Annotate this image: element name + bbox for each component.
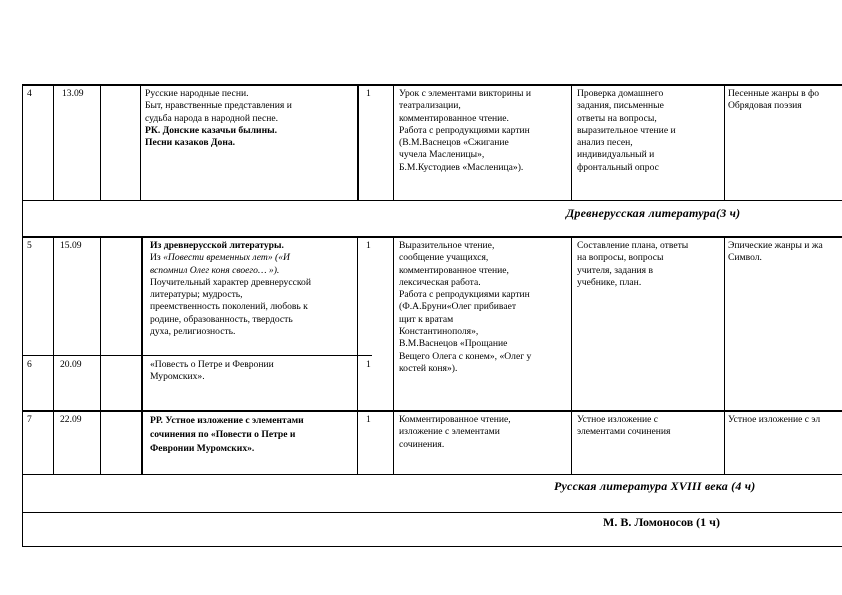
row-number: 6	[27, 359, 32, 370]
col-divider	[571, 236, 572, 474]
lesson-activities: Выразительное чтение, сообщение учащихся, комментированное чтение, лексическая работа. Работа с репродукциями картин (Ф.А.Бруни«Олег прибивает щит к вратам Константинополя», В.М.Васнецов «Прощание Вещего Олега с конем», «Олег у костей коня»).	[399, 240, 532, 374]
col-divider	[357, 84, 359, 200]
lesson-date: 13.09	[62, 88, 84, 99]
row-divider	[22, 236, 842, 238]
col-divider	[100, 84, 101, 200]
col-divider	[724, 236, 725, 474]
col-divider	[53, 84, 54, 200]
lesson-topic: РР. Устное изложение с элементами сочинения по «Повести о Петре и Февронии Муромских».	[150, 415, 304, 454]
col-divider	[140, 84, 141, 200]
section-subheading: М. В. Ломоносов (1 ч)	[603, 515, 720, 529]
row-number: 5	[27, 240, 32, 251]
col-divider	[53, 236, 54, 474]
col-divider	[100, 236, 101, 474]
lesson-activities: Комментированное чтение, изложение с элементами сочинения.	[399, 414, 511, 450]
table-top-border	[22, 84, 842, 86]
lesson-date: 15.09	[60, 240, 82, 251]
lesson-hours: 1	[366, 414, 371, 425]
table-left-border	[22, 84, 23, 546]
lesson-topic: Из древнерусской литературы. Из «Повести временных лет» («И вспомнил Олег коня своего… »). Поучительный характер древнерусской литературы; мудрость, преемственность поколений, любовь к родине, образованность, твердость духа, религиозность.	[150, 240, 311, 338]
section-heading: Русская литература XVIII века (4 ч)	[554, 479, 756, 493]
lesson-date: 22.09	[60, 414, 82, 425]
col-divider	[357, 236, 358, 474]
col-divider	[141, 236, 143, 474]
col-divider	[724, 84, 725, 200]
lesson-theory: Эпические жанры и жа Символ.	[728, 240, 823, 264]
lesson-control: Составление плана, ответы на вопросы, вопросы учителя, задания в учебнике, план.	[577, 240, 689, 288]
lesson-hours: 1	[366, 88, 371, 99]
lesson-hours: 1	[366, 240, 371, 251]
col-divider	[393, 84, 394, 200]
lesson-topic: «Повесть о Петре и Февронии Муромских».	[150, 359, 274, 383]
lesson-control: Устное изложение с элементами сочинения	[577, 414, 671, 438]
row-divider	[22, 474, 842, 475]
row-divider	[22, 410, 842, 412]
lesson-hours: 1	[366, 359, 371, 370]
row-number: 7	[27, 414, 32, 425]
row-divider	[22, 355, 372, 356]
lesson-date: 20.09	[60, 359, 82, 370]
row-number: 4	[27, 88, 32, 99]
section-heading: Древнерусская литература(3 ч)	[566, 206, 741, 220]
col-divider	[571, 84, 572, 200]
row-divider	[22, 512, 842, 513]
table-bottom-border	[22, 546, 842, 547]
lesson-activities: Урок с элементами викторины и театрализации, комментированное чтение. Работа с репродукциями картин (В.М.Васнецов «Сжигание чучела Масленицы», Б.М.Кустодиев «Масленица»).	[399, 88, 531, 173]
lesson-theory: Устное изложение с эл	[728, 414, 821, 425]
lesson-control: Проверка домашнего задания, письменные ответы на вопросы, выразительное чтение и анализ песен, индивидуальный и фронтальный опрос	[577, 88, 676, 173]
lesson-theory: Песенные жанры в фо Обрядовая поэзия	[728, 88, 820, 112]
col-divider	[393, 236, 394, 474]
lesson-topic: Русские народные песни. Быт, нравственные представления и судьба народа в народной песне. РК. Донские казачьи былины. Песни казаков Дона.	[145, 88, 292, 149]
row-divider	[22, 200, 842, 201]
